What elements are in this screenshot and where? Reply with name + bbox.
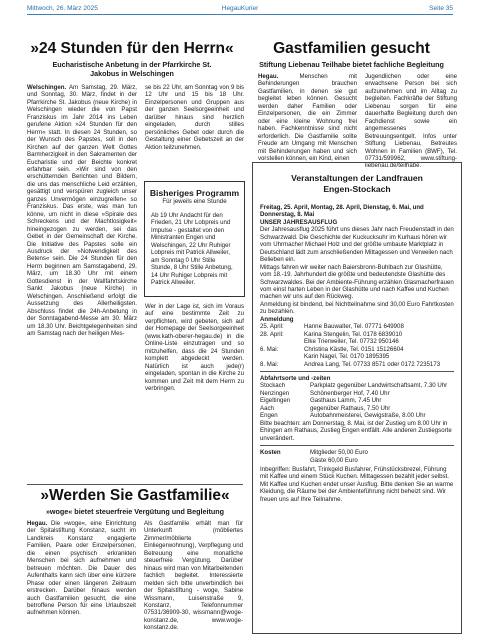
article2-dateline: Hegau.: [258, 73, 279, 80]
article4-subtitle: »woge« bietet steuerfreie Vergütung und Begleitung: [45, 507, 225, 516]
departure-place: Stockach: [260, 382, 286, 390]
landfrauen-intro: Der Jahresausflug 2025 führt uns dieses Jahr nach Freudenstadt in den Schwarzwald. Die Geschichte der Kuckucksuhr im Kurhaus hören wir vom Uhrmacher Michael Holz und der größte umbaute Marktplatz in Deutschland lädt zum anschließenden Mittagessen und Verweilen nach Belieben ein.: [260, 226, 454, 264]
divider: [260, 371, 454, 372]
registration-contact: Karin Nagel, Tel. 0170 1895395: [304, 353, 390, 361]
page-header: [0, 0, 480, 14]
costs-heading: Kosten: [260, 449, 281, 457]
registration-row: [260, 338, 454, 345]
departure-place: Nenzingen: [260, 389, 290, 397]
article2-body-2: Jugendlichen oder eine erwachsene Person bei sich aufzunehmen und im Alltag zu begleiten. Fachkräfte der Stiftung Liebenau sorgen für eine dauerhafte Begleitung durch den Fachdienst sowie ein angemessenes Betreuungsentgelt. Infos unter Stiftung Liebenau, Betreutes Wohnen in Familien (BWF), Tel. 07731/599962, www.stiftung-liebenau.de/teilhabe.: [365, 73, 457, 170]
landfrauen-heading: UNSER JAHRESAUSFLUG: [260, 218, 338, 226]
registration-contact: Christina Kästle, Tel. 0151 15126604: [304, 345, 404, 353]
departure-info: Parkplatz gegenüber Landwirtschaftsamt, 7.30 Uhr: [310, 382, 448, 390]
registration-date: 25. April:: [260, 323, 284, 331]
registration-row: [260, 353, 454, 360]
header-paper: HegauKurier: [221, 5, 259, 12]
article1-column-2: [145, 84, 244, 151]
article4-body-1: Die »woge«, eine Einrichtung der Spitalstiftung Konstanz, sucht im Landkreis Konstanz engagierte Familien, Paare oder Einzelpersonen, die einen psychisch erkrankten Menschen bei sich aufnehmen und betreuen möchten. Die Dauer des Aufenthalts kann sich über eine kürzere Phase oder einen längeren Zeitraum erstrecken. Darüber hinaus werden auch Gastfamilien gesucht, die eine betroffene Person für eine Urlaubszeit aufnehmen können.: [27, 520, 136, 617]
departure-info: Autobahnmeisterei, Gewigstraße, 8.00 Uhr: [310, 412, 426, 420]
registration-date: 6. Mai:: [260, 345, 279, 353]
header-date: Mittwoch, 26. März 2025: [27, 5, 98, 12]
departures-heading: Abfahrtsorte und -zeiten: [260, 374, 331, 382]
article2-column-2: [365, 73, 457, 170]
registration-row: [260, 331, 454, 338]
departure-place: Engen: [260, 412, 278, 420]
departure-info: gegenüber Rathaus, 7.50 Uhr: [310, 404, 391, 412]
departure-place: Eigeltingen: [260, 397, 291, 405]
departure-place: Aach: [260, 404, 274, 412]
registration-row: [260, 361, 454, 368]
header-rule: [27, 14, 453, 15]
departure-row: [260, 397, 454, 404]
program-box-text: Ab 19 Uhr Andacht für den Frieden, 21 Uhr Lobpreis und Impulse - gestaltet von den Ministranten Engen und Welschingen, 22 Uhr Ruhiger Lobpreis mit Patrick Allweiler, am Sonntag 0 Uhr Stille Stunde, 8 Uhr Stille Anbetung, 14 Uhr Ruhiger Lobpreis mit Patrick Allweiler.: [151, 212, 233, 287]
program-box-title: Bisheriges Programm: [149, 188, 240, 198]
article4-column-2: [144, 520, 243, 632]
costs-guests: Gäste 60,00 Euro: [310, 456, 358, 464]
registration-contact: Andrea Lang, Tel. 07733 8571 oder 0172 7235173: [304, 360, 441, 368]
article4-column-1: [27, 520, 136, 617]
article1-body-3: Wer in der Lage ist, sich im Voraus auf eine bestimmte Zeit zu verpflichten, wird gebeten, sich auf der Homepage der Seelsorgeeinheit (www.kath-oberer-hegau.de) in die Online-Liste einzutragen und so mitzuhelfen, dass die 24 Stunden komplett abgedeckt werden. Natürlich ist auch jede(r) eingeladen, spontan in die Kirche zu kommen und Zeit mit dem Herrn zu verbringen.: [145, 303, 244, 392]
registration-contact: Hanne Bauwalter, Tel. 07771 649908: [304, 323, 404, 331]
departure-info: Gasthaus Lamm, 7.45 Uhr: [310, 397, 382, 405]
landfrauen-body: [260, 204, 454, 503]
article2-body-1: Menschen mit Behinderungen brauchen Gastfamilien, in denen sie gut begleitet leben können. Gesucht werden daher Familien oder Einzelpersonen, die ein Zimmer oder eine kleine Wohnung frei haben. Fachkenntnisse sind nicht erforderlich. Die Gastfamilie sollte Freude am Umgang mit Menschen mit Behinderungen haben und sich vorstellen können, ein Kind, einen: [258, 73, 357, 162]
article1-column-1: [27, 84, 137, 337]
registration-list: [260, 323, 454, 368]
departure-note: Bitte beachten: am Donnerstag, 8. Mai, ist der Zustieg um 8.00 Uhr in Ehingen am Rathaus, Zustieg Engen entfällt. Alle anderen Zustiegsorte unverändert.: [260, 419, 452, 442]
landfrauen-afternoon: Mittags fahren wir weiter nach Baiersbronn-Buhlbach zur Glashütte, vom 18.-19. Jahrhundert die größte und bedeutendste Glashütte des Schwarzwaldes. Bei der Ambiente-Führung erzählen Glasmacherfrauen vom einst harten Leben in der Glashütte und nach Kaffee und Kuchen machen wir uns auf den Rückweg.: [260, 263, 454, 301]
registration-contact: Elke Trierweiler, Tel. 07732 950146: [304, 338, 399, 346]
article2-title: Gastfamilien gesucht: [273, 40, 430, 57]
registration-date: 28. April:: [260, 330, 284, 338]
program-box-subtitle: Für jeweils eine Stunde: [162, 198, 227, 205]
departure-row: [260, 405, 454, 412]
article4-body-2: Als Gastfamilie erhält man für Unterkunft (möbliertes Zimmer/möblierte Einliegerwohnung), Verpflegung und Betreuung eine monatliche steuerfreie Vergütung. Darüber hinaus wird man von Mitarbeitenden fachlich begleitet. Interessierte melden sich bitte unverbindlich bei der Spitalstiftung - woge, Sabine Wissmann, Luisenstraße 9, Konstanz, Telefonnummer 07531/36909-30, wissmann@woge-konstanz.de, www.woge-konstanz.de.: [144, 520, 243, 632]
closing-text: Mit Kaffee und Kuchen endet unser Ausflug. Bitte denken Sie an warme Kleidung, die Räume bei der Ambienteführung nicht beheizt sind. Wir freuen uns auf Ihre Teilnahme.: [260, 480, 454, 503]
article2-column-1: [258, 73, 357, 162]
registration-row: [260, 346, 454, 353]
program-box: [144, 181, 245, 297]
costs-members: Mitglieder 50,00 Euro: [310, 449, 368, 457]
article1-body-1: Am Samstag, 29. März, und Sonntag, 30. März, findet in der Pfarrkirche St. Jakobus (neue Kirche) in Welschingen wieder die von Papst Franziskus im Jahr 2014 ins Leben gerufene Aktion »24 Stunden für den Herrn« statt. In diesen 24 Stunden, so der Wunsch des Papstes, soll in den Kirchen auf der ganzen Welt Gottes Barmherzigkeit in den Sakramenten der Eucharistie und der Beichte konkret erfahrbar sein. »Wir sind von den erschütternden Berichten und Bildern, die uns das menschliche Leid erzählen, gesättigt und verspüren zugleich unser ganzes Unvermögen einzugreifen« so Franziskus. Das erste, was man tun könne, um nicht in diese »Spirale des Schreckens und der Machtlosigkeit« hineingezogen zu werden, sei das Gebet in der Gemeinschaft der Kirche. Die Initiative des Papstes solle ein Ausdruck der »Notwendigkeit des Betens« sein. Die 24 Stunden für den Herrn beginnen am Samstagabend, 29. März, um 18.30 Uhr mit einem Gottesdienst in der Wallfahrtskirche Sankt Jakobus (neue Kirche) in Welschingen. Anschließend erfolgt die Aussetzung des Allerheiligsten. Abschluss findet die 24h-Anbetung in der Sonntagabend-Messe am 30. März um 18.30 Uhr. Beichtgelegenheiten sind am Samstag nach der heiligen Mes-: [27, 84, 137, 337]
departure-row: [260, 382, 454, 389]
article1-title: »24 Stunden für den Herrn«: [30, 40, 234, 57]
registration-row: [260, 323, 454, 330]
article1-body-2: se bis 22 Uhr, am Sonntag von 9 bis 12 Uhr und 15 bis 18 Uhr. Einzelpersonen und Gruppen aus der ganzen Seelsorgeeinheit und darüber hinaus sind herzlich eingeladen, durch stilles persönliches Gebet oder durch die Gestaltung einer Gebetszeit an der Aktion teilzunehmen.: [145, 84, 244, 151]
landfrauen-registration-heading: Anmeldung: [260, 315, 294, 323]
article2-subtitle: Stiftung Liebenau Teilhabe bietet fachliche Begleitung: [259, 60, 444, 69]
included-text: Inbegriffen: Busfahrt, Trinkgeld Busfahrer, Frühstücksbrezel, Führung mit Kaffee und einem Stück Kuchen. Mittagessen bezahlt jeder selbst.: [260, 465, 449, 481]
article4-title: »Werden Sie Gastfamilie«: [40, 487, 230, 504]
landfrauen-box: [252, 162, 462, 634]
departure-row: [260, 390, 454, 397]
registration-date: [260, 338, 304, 345]
article1-subtitle: Eucharistische Anbetung in der Pfarrkirche St. Jakobus in Welschingen: [52, 60, 212, 78]
costs-row: [260, 449, 454, 456]
article4-top-rule: [27, 484, 243, 485]
registration-contact: Karina Stengelin, Tel. 0178 6839010: [304, 330, 403, 338]
landfrauen-registration-note: Anmeldung ist bindend, bei Nichtteilnahme sind 30,00 Euro Fahrtkosten zu bezahlen.: [260, 300, 454, 316]
registration-date: [260, 353, 304, 360]
article4-dateline: Hegau.: [27, 520, 48, 527]
departure-list: [260, 382, 454, 419]
article1-dateline: Welschingen.: [27, 84, 67, 91]
costs-row: [260, 457, 454, 464]
divider: [260, 445, 454, 446]
departure-row: [260, 412, 454, 419]
landfrauen-dates: Freitag, 25. April, Montag, 28. April, Dienstag, 6. Mai, und Donnerstag, 8. Mai: [260, 204, 424, 219]
registration-date: 8. Mai:: [260, 360, 279, 368]
article1-column-2b: [145, 303, 244, 392]
header-page-number: Seite 35: [429, 5, 453, 12]
landfrauen-title: Veranstaltungen der Landfrauen Engen-Stockach: [291, 173, 423, 194]
departure-info: Schönenberger Hof, 7.40 Uhr: [310, 389, 390, 397]
